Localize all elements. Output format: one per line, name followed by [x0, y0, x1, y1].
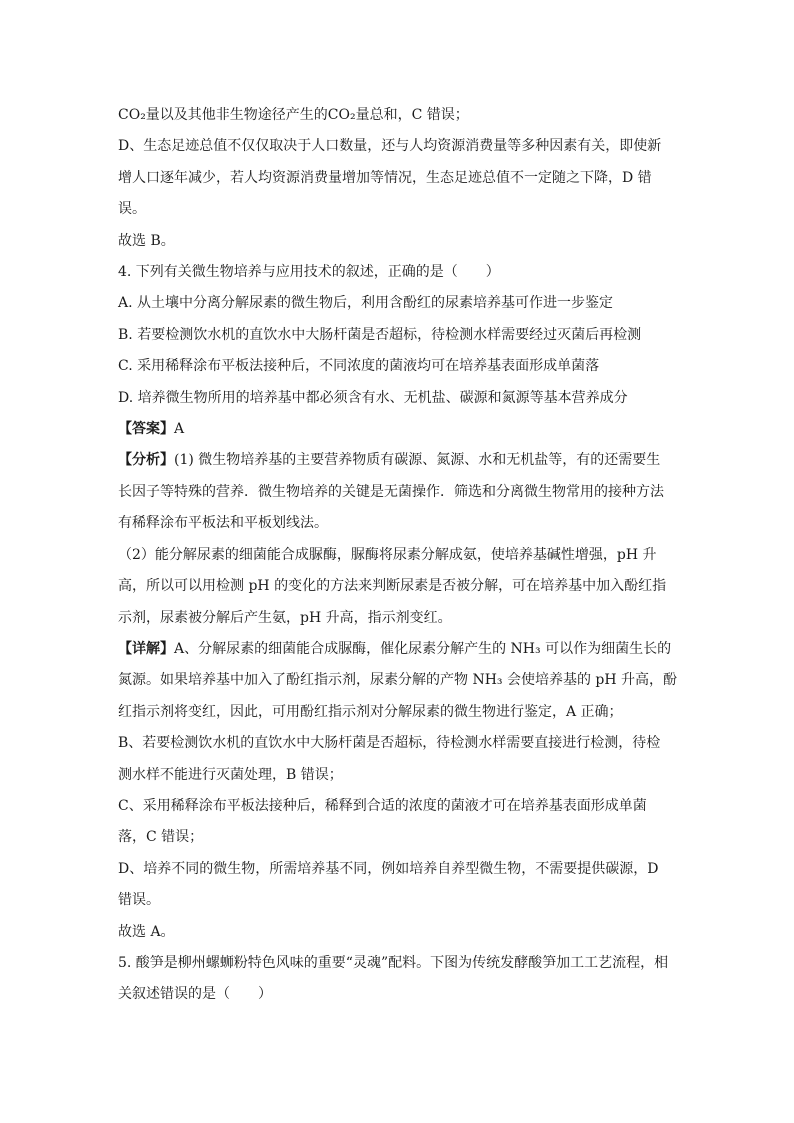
question-4-conclusion: [118, 917, 678, 948]
option-c: C. 采用稀释涂布平板法接种后，不同浓度的菌液均可在培养基表面形成单菌落: [118, 358, 600, 375]
answer-line: [118, 414, 678, 445]
text-line: 故选 B。: [118, 232, 175, 249]
detail-section: [118, 634, 678, 728]
text-line: 测水样不能进行灭菌处理，B 错误；: [118, 766, 343, 783]
detail-tag: 【详解】: [118, 640, 174, 657]
option-a: A. 从土壤中分离分解尿素的微生物后，利用含酚红的尿素培养基可作进一步鉴定: [118, 295, 614, 312]
analysis-part-2: [118, 540, 678, 634]
text-line: A、分解尿素的细菌能合成脲酶，催化尿素分解产生的 NH₃ 可以作为细菌生长的: [174, 640, 672, 657]
analysis-tag: 【分析】: [118, 452, 174, 469]
option-b: B. 若要检测饮水机的直饮水中大肠杆菌是否超标，待检测水样需要经过灭菌后再检测: [118, 326, 642, 343]
text-line: 氮源。如果培养基中加入了酚红指示剂，尿素分解的产物 NH₃ 会使培养基的 pH 升高，酚: [118, 672, 678, 689]
text-line: D、生态足迹总值不仅仅取决于人口数量，还与人均资源消费量等多种因素有关，即使新: [118, 138, 662, 155]
detail-d: [118, 854, 678, 917]
text-line: 示剂，尿素被分解后产生氨，pH 升高，指示剂变红。: [118, 609, 452, 626]
detail-b: [118, 728, 678, 791]
answer-value: A: [174, 421, 185, 438]
analysis-section: [118, 445, 678, 539]
prev-question-c-tail: [118, 100, 678, 131]
text-line: 4. 下列有关微生物培养与应用技术的叙述，正确的是（ ）: [118, 264, 500, 281]
text-line: 错误。: [118, 892, 160, 909]
analysis-first-row: [118, 445, 678, 476]
text-line: 5. 酸笋是柳州螺蛳粉特色风味的重要“灵魂”配料。下图为传统发酵酸笋加工工艺流程，相: [118, 954, 669, 971]
text-line: C、采用稀释涂布平板法接种后，稀释到合适的浓度的菌液才可在培养基表面形成单菌: [118, 797, 647, 814]
text-line: 误。: [118, 201, 146, 218]
text-line: 长因子等特殊的营养．微生物培养的关键是无菌操作．筛选和分离微生物常用的接种方法: [118, 483, 664, 500]
question-4-options: [118, 288, 678, 414]
question-4-stem: [118, 257, 678, 288]
text-line: 关叙述错误的是（ ）: [118, 986, 272, 1003]
text-line: 增人口逐年减少，若人均资源消费量增加等情况，生态足迹总值不一定随之下降，D 错: [118, 169, 652, 186]
answer-tag: 【答案】: [118, 421, 174, 438]
option-d: D. 培养微生物所用的培养基中都必须含有水、无机盐、碳源和氮源等基本营养成分: [118, 389, 628, 406]
text-line: 故选 A。: [118, 923, 175, 940]
text-line: (1) 微生物培养基的主要营养物质有碳源、氮源、水和无机盐等，有的还需要生: [174, 452, 661, 469]
text-line: 有稀释涂布平板法和平板划线法。: [118, 515, 328, 532]
question-5-stem: [118, 948, 678, 1011]
text-line: 高，所以可以用检测 pH 的变化的方法来判断尿素是否被分解，可在培养基中加入酚红指: [118, 578, 667, 595]
text-line: 落，C 错误；: [118, 829, 204, 846]
text-line: CO₂量以及其他非生物途径产生的CO₂量总和，C 错误；: [118, 107, 469, 123]
text-line: D、培养不同的微生物，所需培养基不同，例如培养自养型微生物，不需要提供碳源，D: [118, 860, 659, 877]
document-content: [118, 100, 678, 1011]
prev-question-d-explanation: [118, 131, 678, 225]
text-line: 红指示剂将变红，因此，可用酚红指示剂对分解尿素的微生物进行鉴定，A 正确；: [118, 703, 623, 720]
text-line: B、若要检测饮水机的直饮水中大肠杆菌是否超标，待检测水样需要直接进行检测，待检: [118, 735, 661, 752]
text-line: （2）能分解尿素的细菌能合成脲酶，脲酶将尿素分解成氨，使培养基碱性增强，pH 升: [118, 546, 657, 563]
prev-question-conclusion: [118, 226, 678, 257]
detail-first-row: [118, 634, 678, 665]
answer-row: [118, 414, 678, 445]
detail-c: [118, 791, 678, 854]
